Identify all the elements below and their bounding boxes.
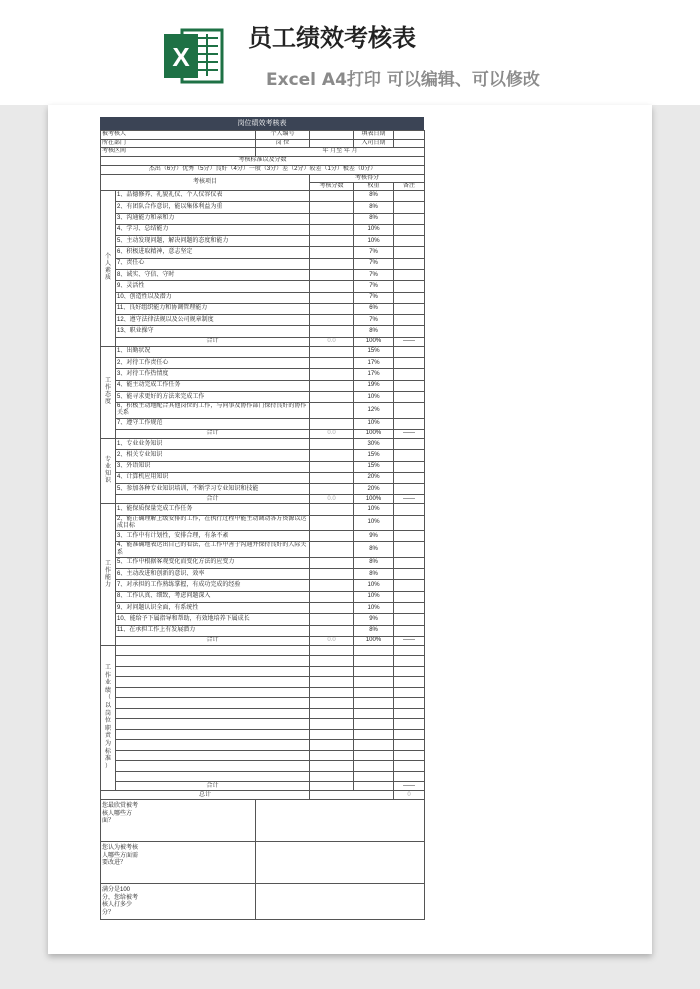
score-field[interactable] [310, 461, 354, 472]
score-field[interactable] [310, 202, 354, 213]
note-field[interactable] [394, 656, 425, 667]
score-field[interactable] [310, 224, 354, 235]
item-text: 2、能正确理解上级安排的工作，在执行过程中能主动调动各方资源以达成目标 [116, 515, 310, 530]
weight-field[interactable] [354, 719, 394, 730]
item-text: 3、沟通能力和亲和力 [116, 213, 310, 224]
score-field[interactable] [310, 729, 354, 740]
score-field[interactable] [310, 326, 354, 337]
item-text: 6、主动改进和创新的意识、效率 [116, 569, 310, 580]
subtotal-score: 0.0 [310, 429, 354, 438]
note-field[interactable] [394, 591, 425, 602]
section-label: 个 人 素 质 [101, 190, 116, 346]
weight-value: 10% [354, 418, 394, 429]
note-field[interactable] [394, 708, 425, 719]
note-field[interactable] [394, 504, 425, 515]
performance-item-field[interactable] [116, 740, 310, 751]
subtotal-weight: 100% [354, 636, 394, 645]
score-field[interactable] [310, 708, 354, 719]
subtotal-score: 0.0 [310, 337, 354, 346]
weight-field[interactable] [354, 666, 394, 677]
item-text: 4、能准确地表达出自己的看法，在工作中善于沟通并保持良好的人际关系 [116, 542, 310, 557]
note-field[interactable] [394, 391, 425, 402]
note-field[interactable] [394, 557, 425, 568]
score-field[interactable] [310, 292, 354, 303]
note-field[interactable] [394, 531, 425, 542]
weight-field[interactable] [354, 729, 394, 740]
weight-field[interactable] [354, 771, 394, 782]
note-field[interactable] [394, 418, 425, 429]
weight-field[interactable] [354, 656, 394, 667]
note-field[interactable] [394, 438, 425, 449]
performance-item-field[interactable] [116, 677, 310, 688]
subtotal-weight [354, 782, 394, 791]
score-field[interactable] [310, 580, 354, 591]
item-text: 12、遵守法律法规以及公司规章制度 [116, 315, 310, 326]
answer-field[interactable] [256, 842, 425, 884]
note-field[interactable] [394, 213, 425, 224]
question-label [101, 884, 256, 920]
fill-date-field[interactable] [394, 131, 425, 140]
note-field[interactable] [394, 202, 425, 213]
performance-item-field[interactable] [116, 729, 310, 740]
question-text: 您最欣赏被考核人哪些方面？ [102, 803, 139, 825]
item-text: 10、创造性以及潜力 [116, 292, 310, 303]
item-text: 1、出勤状况 [116, 346, 310, 357]
score-field[interactable] [310, 190, 354, 201]
standard-text: 杰出（6分）优秀（5分）良好（4分）一般（3分）差（2分）较差（1分）极差（0分） [101, 165, 425, 174]
answer-field[interactable] [256, 884, 425, 920]
note-field[interactable] [394, 542, 425, 557]
subtotal-note: —— [394, 636, 425, 645]
subtotal-score: 0.0 [310, 495, 354, 504]
weight-value: 20% [354, 484, 394, 495]
score-header: 考核分数 [310, 182, 354, 190]
note-field[interactable] [394, 515, 425, 530]
period-field[interactable]: 年 月至 年 月 [256, 148, 425, 157]
item-text: 2、对待工作责任心 [116, 358, 310, 369]
weight-value: 8% [354, 213, 394, 224]
score-field[interactable] [310, 740, 354, 751]
weight-field[interactable] [354, 740, 394, 751]
weight-value: 8% [354, 569, 394, 580]
weight-value: 15% [354, 346, 394, 357]
note-field[interactable] [394, 315, 425, 326]
subtotal-note: —— [394, 337, 425, 346]
score-field[interactable] [310, 213, 354, 224]
period-label: 考核区间 [101, 148, 256, 157]
score-group-header: 考核得分 [310, 174, 425, 182]
performance-item-field[interactable] [116, 708, 310, 719]
score-field[interactable] [310, 531, 354, 542]
score-field[interactable] [310, 698, 354, 709]
weight-value: 7% [354, 269, 394, 280]
item-text: 8、诚实、守信、守时 [116, 269, 310, 280]
item-text: 1、专业业务知识 [116, 438, 310, 449]
section-label-performance: 工 作 业 绩 （ 以 岗 位 职 责 为 标 准 ） [101, 645, 116, 791]
item-text: 11、良好组织能力和协调管理能力 [116, 303, 310, 314]
score-field[interactable] [310, 761, 354, 772]
weight-value: 8% [354, 190, 394, 201]
svg-text:X: X [172, 42, 190, 72]
note-field[interactable] [394, 698, 425, 709]
score-field[interactable] [310, 719, 354, 730]
item-text: 6、积极主动地配合其他岗位的工作，与同事及协作部门保持良好的协作关系 [116, 403, 310, 418]
subtotal-label: 合计 [116, 782, 310, 791]
score-field[interactable] [310, 666, 354, 677]
subtotal-note: —— [394, 782, 425, 791]
item-text: 9、对问题认识全面，有系统性 [116, 603, 310, 614]
subtotal-score [310, 782, 354, 791]
performance-item-field[interactable] [116, 656, 310, 667]
weight-value: 7% [354, 247, 394, 258]
score-field[interactable] [310, 315, 354, 326]
performance-item-field[interactable] [116, 719, 310, 730]
note-field[interactable] [394, 750, 425, 761]
weight-value: 8% [354, 557, 394, 568]
subtotal-note: —— [394, 495, 425, 504]
section-label: 工 作 态 度 [101, 346, 116, 438]
weight-value: 17% [354, 358, 394, 369]
excel-icon [162, 24, 226, 88]
score-field[interactable] [310, 472, 354, 483]
note-field[interactable] [394, 346, 425, 357]
note-field[interactable] [394, 603, 425, 614]
score-field[interactable] [310, 380, 354, 391]
weight-value: 9% [354, 614, 394, 625]
score-field[interactable] [310, 750, 354, 761]
note-field[interactable] [394, 687, 425, 698]
item-text: 2、有团队合作意识，能以集体利益为重 [116, 202, 310, 213]
weight-value: 8% [354, 202, 394, 213]
score-field[interactable] [310, 656, 354, 667]
performance-item-field[interactable] [116, 771, 310, 782]
note-field[interactable] [394, 269, 425, 280]
subtotal-label: 合计 [116, 636, 310, 645]
weight-value: 15% [354, 461, 394, 472]
score-field[interactable] [310, 557, 354, 568]
note-field[interactable] [394, 326, 425, 337]
note-field[interactable] [394, 403, 425, 418]
weight-value: 6% [354, 303, 394, 314]
note-field[interactable] [394, 461, 425, 472]
form-title: 岗位绩效考核表 [100, 117, 424, 130]
performance-item-field[interactable] [116, 698, 310, 709]
score-field[interactable] [310, 403, 354, 418]
weight-value: 10% [354, 224, 394, 235]
item-text: 4、计算机应用知识 [116, 472, 310, 483]
item-text: 2、相关专业知识 [116, 450, 310, 461]
total-spacer [310, 791, 394, 800]
weight-value: 12% [354, 403, 394, 418]
question-label [101, 842, 256, 884]
question-text: 满分是100分，您给被考核人打多少分？ [102, 887, 139, 916]
score-field[interactable] [310, 346, 354, 357]
item-text: 7、对承担的工作熟练掌握，有成功完成的经验 [116, 580, 310, 591]
weight-value: 10% [354, 603, 394, 614]
weight-value: 10% [354, 391, 394, 402]
note-field[interactable] [394, 645, 425, 656]
note-field[interactable] [394, 580, 425, 591]
note-field[interactable] [394, 190, 425, 201]
item-text: 5、能寻求更好的方法来完成工作 [116, 391, 310, 402]
weight-value: 7% [354, 292, 394, 303]
score-field[interactable] [310, 484, 354, 495]
subtotal-score: 0.0 [310, 636, 354, 645]
header-banner [0, 0, 700, 105]
weight-field[interactable] [354, 750, 394, 761]
score-field[interactable] [310, 303, 354, 314]
score-field[interactable] [310, 625, 354, 636]
note-field[interactable] [394, 472, 425, 483]
subtotal-weight: 100% [354, 429, 394, 438]
score-field[interactable] [310, 569, 354, 580]
note-field[interactable] [394, 569, 425, 580]
total-value: 0 [394, 791, 425, 800]
weight-value: 7% [354, 315, 394, 326]
position-field[interactable] [310, 139, 354, 148]
score-field[interactable] [310, 438, 354, 449]
score-field[interactable] [310, 418, 354, 429]
score-field[interactable] [310, 687, 354, 698]
performance-item-field[interactable] [116, 666, 310, 677]
fill-date-label: 填表日期 [354, 131, 394, 140]
performance-item-field[interactable] [116, 687, 310, 698]
item-text: 3、工作中有计划性，安排合理，有条不紊 [116, 531, 310, 542]
note-field[interactable] [394, 740, 425, 751]
item-text: 8、工作认真、细致，考虑问题深入 [116, 591, 310, 602]
score-field[interactable] [310, 450, 354, 461]
section-label: 专 业 知 识 [101, 438, 116, 503]
weight-value: 10% [354, 236, 394, 247]
score-field[interactable] [310, 542, 354, 557]
item-text: 7、责任心 [116, 258, 310, 269]
weight-value: 15% [354, 450, 394, 461]
score-field[interactable] [310, 281, 354, 292]
note-field[interactable] [394, 666, 425, 677]
note-field[interactable] [394, 677, 425, 688]
item-text: 11、在承担工作上有发展潜力 [116, 625, 310, 636]
weight-value: 7% [354, 281, 394, 292]
weight-field[interactable] [354, 761, 394, 772]
score-field[interactable] [310, 515, 354, 530]
score-field[interactable] [310, 677, 354, 688]
note-field[interactable] [394, 369, 425, 380]
page-title: 员工绩效考核表 [248, 24, 416, 52]
weight-header: 权重 [354, 182, 394, 190]
note-field[interactable] [394, 625, 425, 636]
subtotal-label: 合计 [116, 337, 310, 346]
weight-value: 9% [354, 531, 394, 542]
note-field[interactable] [394, 358, 425, 369]
item-text: 1、能保质保量完成工作任务 [116, 504, 310, 515]
subtotal-note: —— [394, 429, 425, 438]
total-label: 总计 [101, 791, 310, 800]
note-field[interactable] [394, 247, 425, 258]
item-text: 7、遵守工作规范 [116, 418, 310, 429]
page-subtitle: Excel A4打印 可以编辑、可以修改 [266, 70, 540, 90]
evaluation-table [100, 130, 425, 920]
note-field[interactable] [394, 303, 425, 314]
score-field[interactable] [310, 504, 354, 515]
item-text: 5、主动发现问题，解决问题的态度和能力 [116, 236, 310, 247]
subtotal-weight: 100% [354, 337, 394, 346]
subtotal-label: 合计 [116, 429, 310, 438]
note-field[interactable] [394, 719, 425, 730]
entry-date-label: 入司日期 [354, 139, 394, 148]
item-text: 5、参加各种专业知识培训，不断学习专业知识和技能 [116, 484, 310, 495]
weight-value: 10% [354, 515, 394, 530]
score-field[interactable] [310, 269, 354, 280]
weight-field[interactable] [354, 708, 394, 719]
note-field[interactable] [394, 380, 425, 391]
weight-field[interactable] [354, 698, 394, 709]
weight-field[interactable] [354, 645, 394, 656]
position-label: 岗 位 [256, 139, 310, 148]
score-field[interactable] [310, 247, 354, 258]
item-text: 1、品德修养、礼貌礼仪、个人仪容仪表 [116, 190, 310, 201]
performance-item-field[interactable] [116, 761, 310, 772]
subtotal-label: 合计 [116, 495, 310, 504]
weight-value: 30% [354, 438, 394, 449]
item-text: 4、能主动完成工作任务 [116, 380, 310, 391]
score-field[interactable] [310, 369, 354, 380]
note-field[interactable] [394, 292, 425, 303]
performance-item-field[interactable] [116, 645, 310, 656]
weight-value: 10% [354, 504, 394, 515]
weight-value: 17% [354, 369, 394, 380]
score-field[interactable] [310, 645, 354, 656]
weight-value: 8% [354, 625, 394, 636]
item-text: 3、外语知识 [116, 461, 310, 472]
score-field[interactable] [310, 258, 354, 269]
score-field[interactable] [310, 591, 354, 602]
section-label: 工 作 能 力 [101, 504, 116, 645]
personal-no-field[interactable] [310, 131, 354, 140]
item-text: 5、工作中根据客观变化而变化方法的应变力 [116, 557, 310, 568]
weight-field[interactable] [354, 677, 394, 688]
item-text: 3、对待工作热情度 [116, 369, 310, 380]
note-field[interactable] [394, 761, 425, 772]
item-text: 10、能给予下属指导和帮助，有效地培养下属成长 [116, 614, 310, 625]
score-field[interactable] [310, 391, 354, 402]
weight-value: 8% [354, 326, 394, 337]
note-header: 备注 [394, 182, 425, 190]
item-text: 13、职业操守 [116, 326, 310, 337]
note-field[interactable] [394, 258, 425, 269]
note-field[interactable] [394, 614, 425, 625]
item-text: 6、积极进取精神，意志坚定 [116, 247, 310, 258]
weight-value: 10% [354, 580, 394, 591]
weight-value: 20% [354, 472, 394, 483]
standard-title: 考核标准以及分数 [101, 157, 425, 166]
subtotal-weight: 100% [354, 495, 394, 504]
weight-value: 10% [354, 591, 394, 602]
personal-no-label: 个人编号 [256, 131, 310, 140]
score-field[interactable] [310, 771, 354, 782]
note-field[interactable] [394, 450, 425, 461]
score-field[interactable] [310, 614, 354, 625]
weight-value: 8% [354, 542, 394, 557]
evaluation-form [100, 117, 424, 920]
score-field[interactable] [310, 603, 354, 614]
note-field[interactable] [394, 729, 425, 740]
weight-value: 19% [354, 380, 394, 391]
note-field[interactable] [394, 224, 425, 235]
weight-field[interactable] [354, 687, 394, 698]
examinee-label: 被考核人 [101, 131, 256, 140]
entry-date-field[interactable] [394, 139, 425, 148]
answer-field[interactable] [256, 800, 425, 842]
item-text: 9、灵活性 [116, 281, 310, 292]
performance-item-field[interactable] [116, 750, 310, 761]
note-field[interactable] [394, 236, 425, 247]
item-text: 4、学习、总结能力 [116, 224, 310, 235]
item-header: 考核项目 [101, 174, 310, 190]
note-field[interactable] [394, 771, 425, 782]
note-field[interactable] [394, 484, 425, 495]
score-field[interactable] [310, 236, 354, 247]
question-label [101, 800, 256, 842]
department-label: 所在部门 [101, 139, 256, 148]
question-text: 您认为被考核人哪些方面需要改进？ [102, 845, 139, 867]
note-field[interactable] [394, 281, 425, 292]
score-field[interactable] [310, 358, 354, 369]
weight-value: 7% [354, 258, 394, 269]
